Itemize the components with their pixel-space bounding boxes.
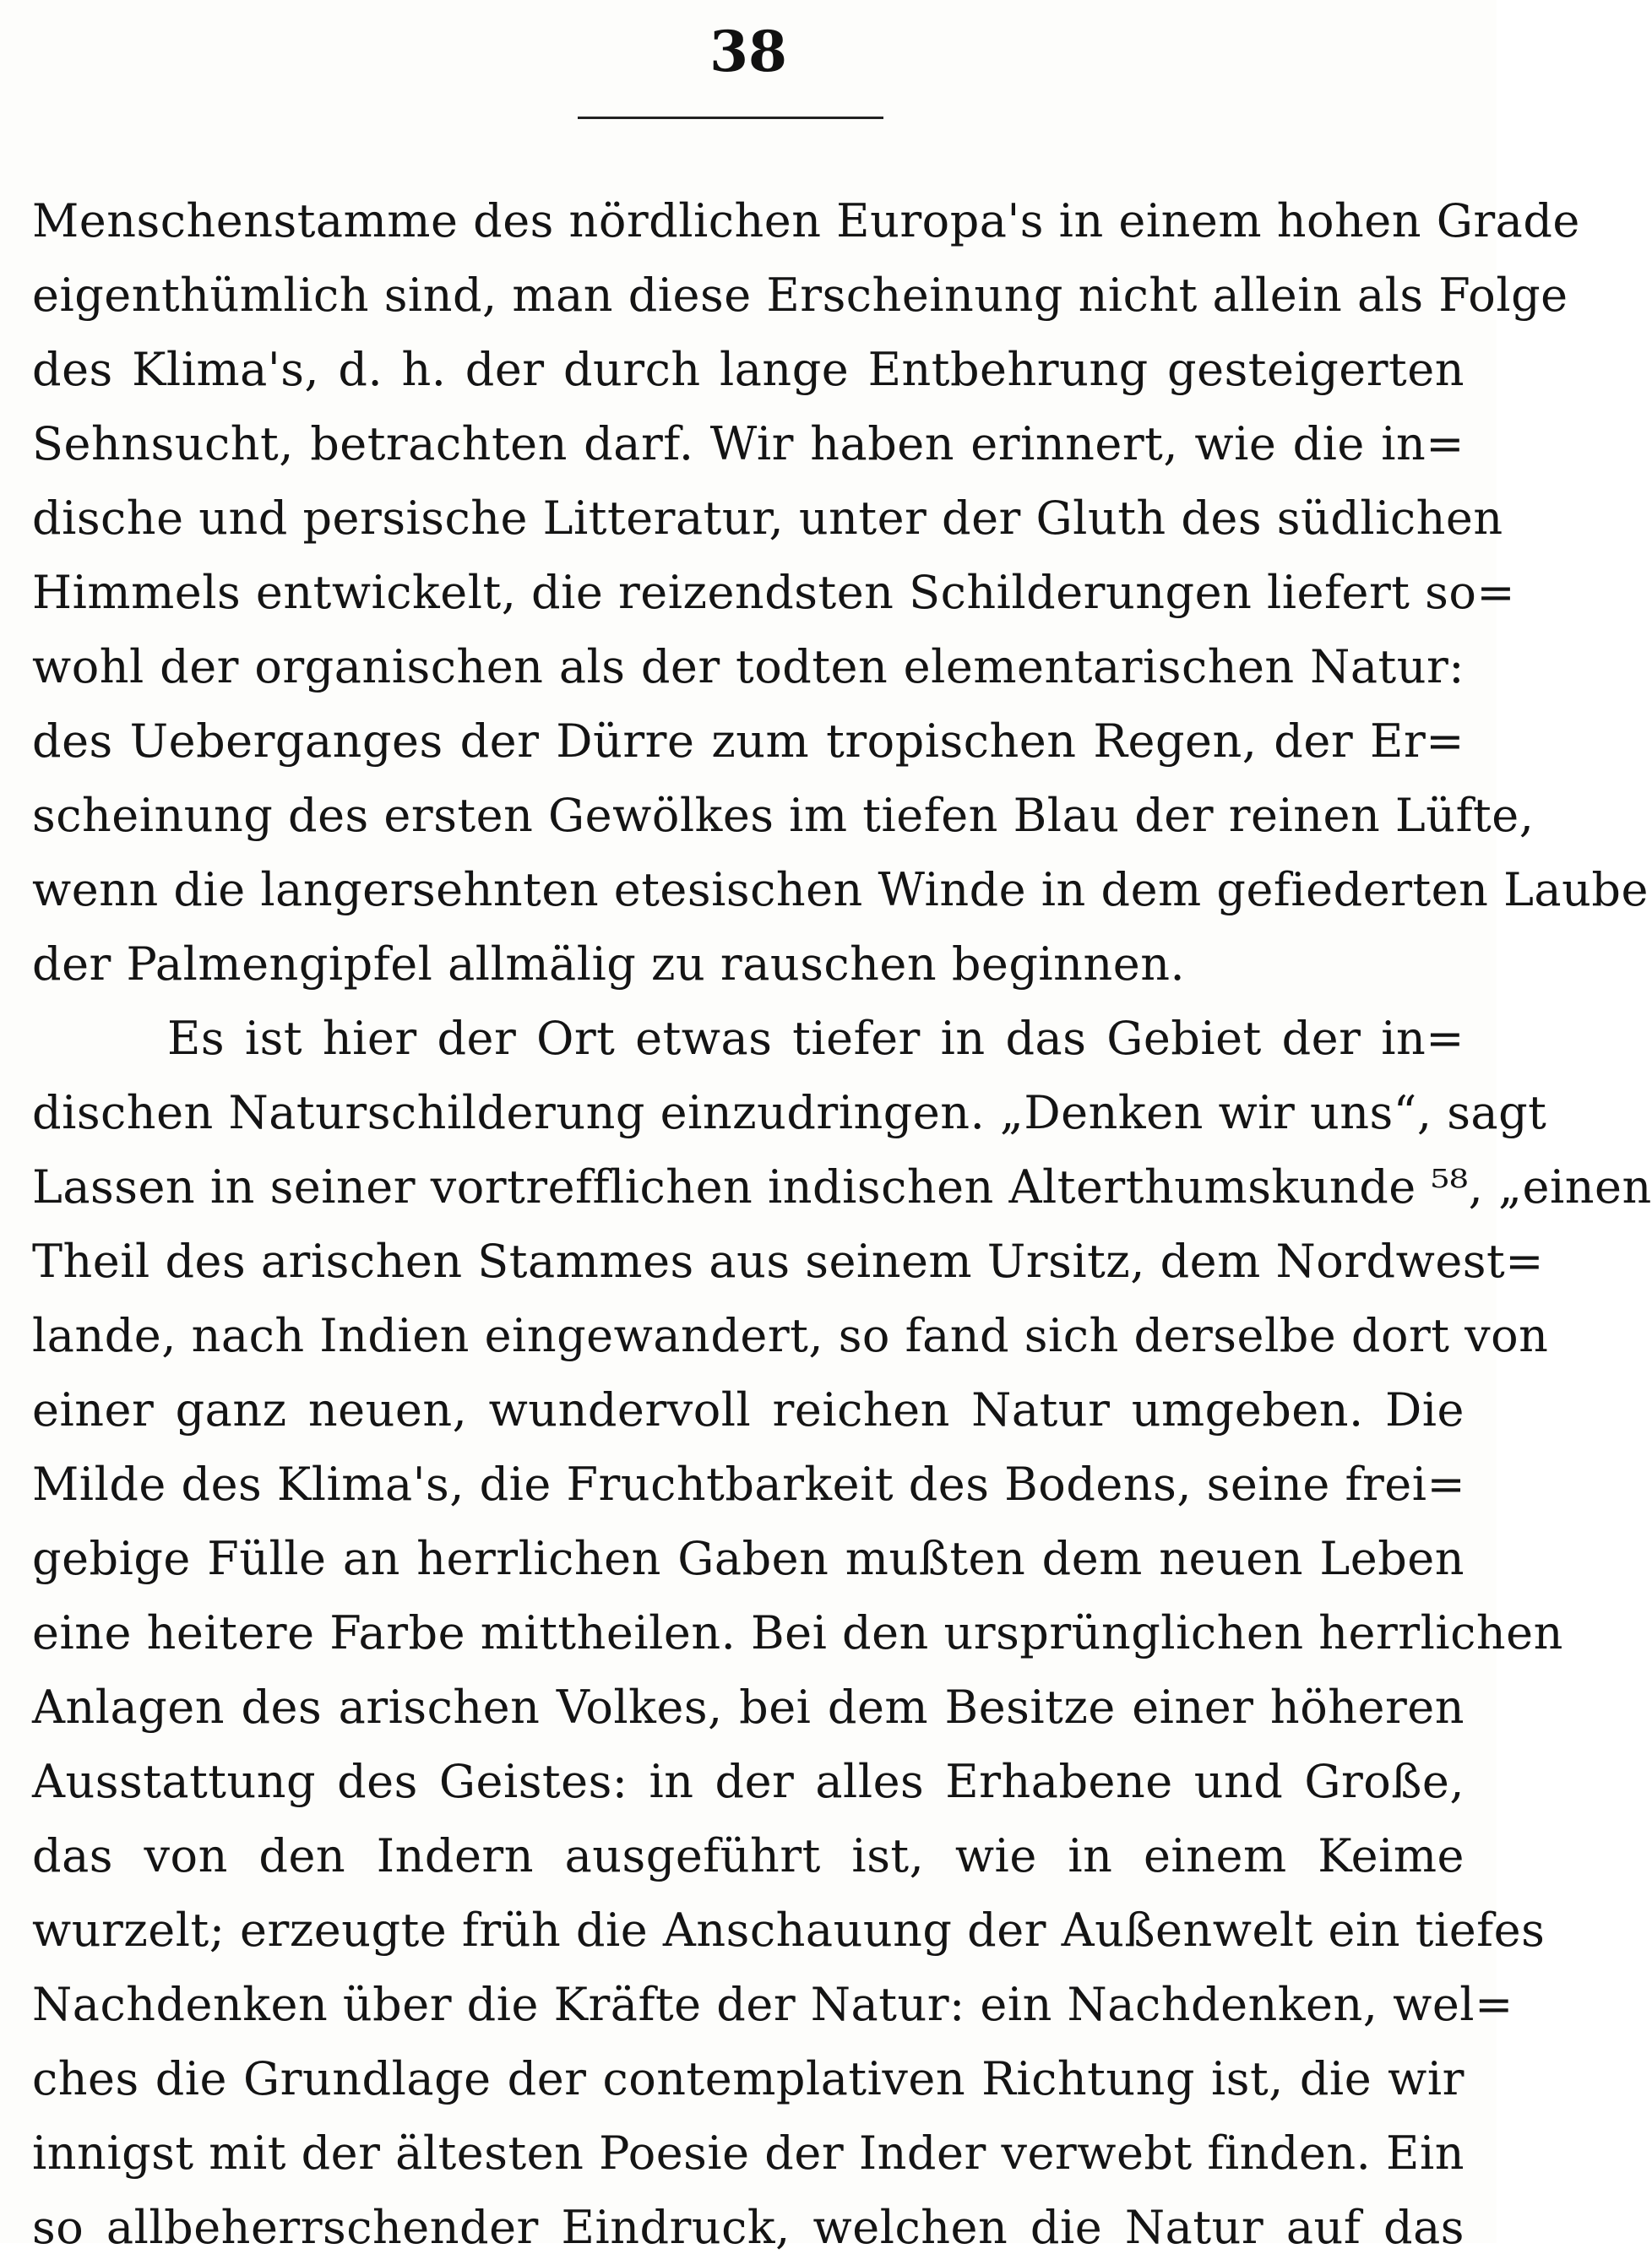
- text-line: dischen Naturschilderung einzudringen. „Denken wir uns“, sagt: [32, 1086, 1547, 1139]
- text-line: eigenthümlich sind, man diese Erscheinung nicht allein als Folge: [32, 269, 1568, 322]
- text-line: Nachdenken über die Kräfte der Natur: ein Nachdenken, wel=: [32, 1978, 1513, 2031]
- text-line: des Klima's, d. h. der durch lange Entbehrung gesteigerten: [32, 343, 1465, 396]
- text-line: wenn die langersehnten etesischen Winde in dem gefiederten Laube: [32, 863, 1649, 916]
- text-line: Anlagen des arischen Volkes, bei dem Besitze einer höheren: [32, 1681, 1465, 1734]
- text-line: gebige Fülle an herrlichen Gaben mußten dem neuen Leben: [32, 1532, 1465, 1585]
- header-rule: [578, 117, 883, 119]
- text-line: wurzelt; erzeugte früh die Anschauung der Außenwelt ein tiefes: [32, 1904, 1546, 1957]
- text-line: so allbeherrschender Eindruck, welchen die Natur auf das: [32, 2201, 1465, 2254]
- text-line: das von den Indern ausgeführt ist, wie in einem Keime: [32, 1829, 1465, 1882]
- text-line: wohl der organischen als der todten elementarischen Natur:: [32, 640, 1465, 693]
- text-line: ches die Grundlage der contemplativen Richtung ist, die wir: [32, 2052, 1465, 2105]
- text-line: Milde des Klima's, die Fruchtbarkeit des Bodens, seine frei=: [32, 1458, 1466, 1511]
- text-line: des Ueberganges der Dürre zum tropischen Regen, der Er=: [32, 714, 1465, 768]
- text-line: Ausstattung des Geistes: in der alles Erhabene und Große,: [32, 1755, 1465, 1808]
- text-line: eine heitere Farbe mittheilen. Bei den ursprünglichen herrlichen: [32, 1606, 1563, 1659]
- text-line: Lassen in seiner vortrefflichen indischen Alterthumskunde ⁵⁸, „einen: [32, 1160, 1652, 1214]
- text-line: scheinung des ersten Gewölkes im tiefen Blau der reinen Lüfte,: [32, 789, 1535, 842]
- body-text: [32, 184, 1652, 2265]
- text-line: einer ganz neuen, wundervoll reichen Natur umgeben. Die: [32, 1383, 1465, 1437]
- page-number: 38: [709, 19, 787, 84]
- text-line: Theil des arischen Stammes aus seinem Ursitz, dem Nordwest=: [32, 1235, 1544, 1288]
- paragraph-start-line: Es ist hier der Ort etwas tiefer in das Gebiet der in=: [167, 1012, 1465, 1065]
- text-line: lande, nach Indien eingewandert, so fand sich derselbe dort von: [32, 1309, 1549, 1362]
- text-line: Himmels entwickelt, die reizendsten Schilderungen liefert so=: [32, 566, 1516, 619]
- text-line: Sehnsucht, betrachten darf. Wir haben erinnert, wie die in=: [32, 417, 1465, 470]
- text-line: dische und persische Litteratur, unter der Gluth des südlichen: [32, 492, 1503, 545]
- text-line: innigst mit der ältesten Poesie der Inder verwebt finden. Ein: [32, 2126, 1465, 2180]
- paragraph-end-line: der Palmengipfel allmälig zu rauschen beginnen.: [32, 937, 1186, 991]
- text-line: Menschenstamme des nördlichen Europa's in einem hohen Grade: [32, 194, 1580, 247]
